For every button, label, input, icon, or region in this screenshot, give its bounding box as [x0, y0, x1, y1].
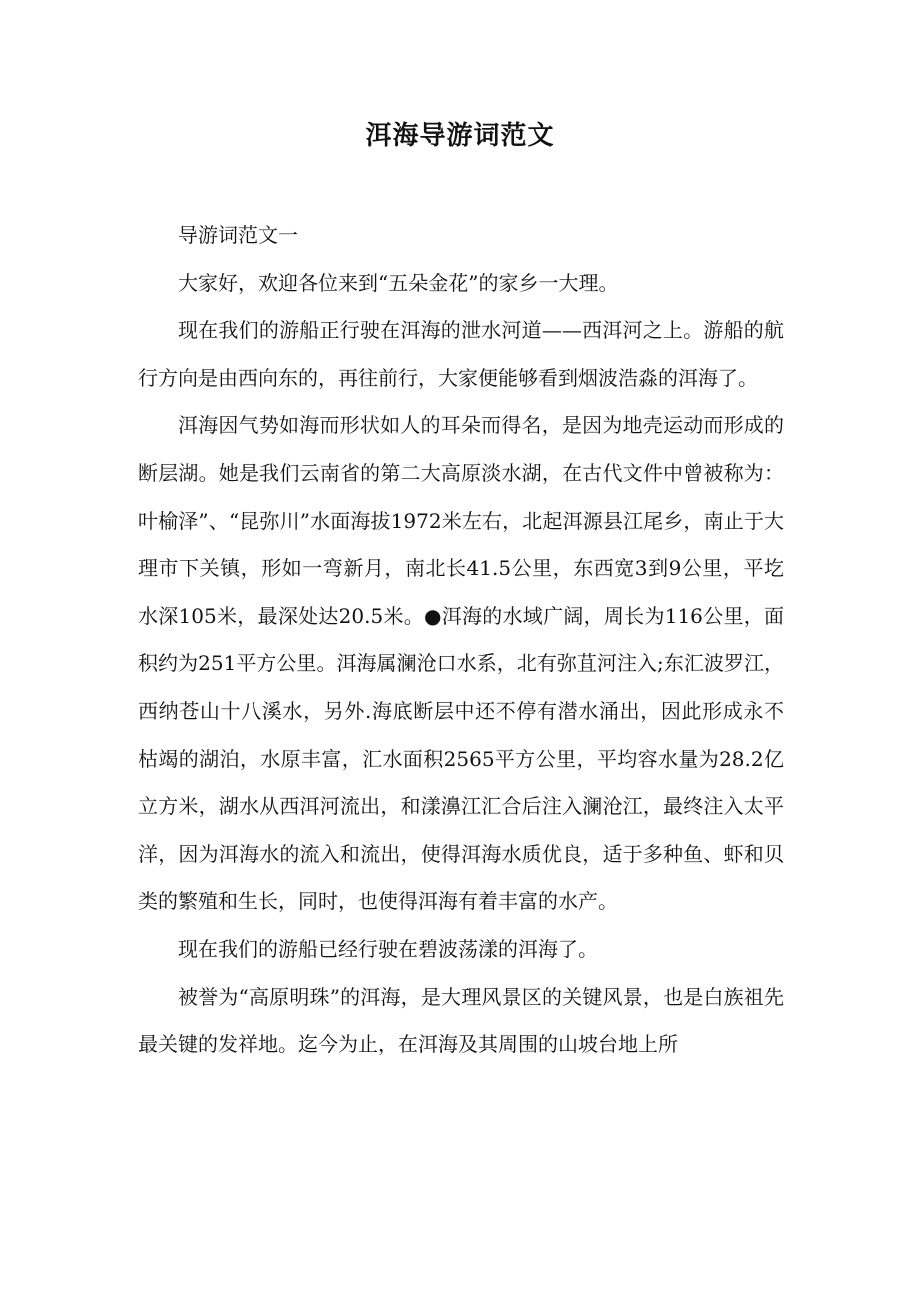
document-body: [138, 212, 784, 1069]
paragraph-on-lake: 现在我们的游船已经行驶在碧波荡漾的洱海了。: [178, 936, 598, 961]
paragraph-section-heading: 导游词范文一: [178, 223, 298, 247]
paragraph-boat-route: 现在我们的游船正行驶在洱海的泄水河道——西洱河之上。游船的航行方向是由西向东的，再往前行，大家便能够看到烟波浩淼的洱海了。: [138, 318, 784, 390]
paragraph-plateau-pearl: 被誉为“高原明珠”的洱海，是大理风景区的关键风景，也是白族祖先最关键的发祥地。迄今为止，在洱海及其周围的山坡台地上所: [138, 984, 784, 1057]
paragraph-greeting: 大家好，欢迎各位来到“五朵金花”的家乡一大理。: [178, 270, 619, 295]
document-title: 洱海导游词范文: [365, 121, 555, 151]
paragraph-lake-facts: 洱海因气势如海而形状如人的耳朵而得名，是因为地壳运动而形成的断层湖。她是我们云南省的第二大高原淡水湖，在古代文件中曾被称为：叶榆泽”、“昆弥川”水面海拔1972米左右，北起洱源县江尾乡，南止于大理市下关镇，形如一弯新月，南北长41.5公里，东西宽3到9公里，平圪水深105米，最深处达20.5米。●洱海的水域广阔，周长为116公里，面积约为251平方公里。洱海属澜沧口水系，北有弥苴河注入;东汇波罗江，西纳苍山十八溪水，另外.海底断层中还不停有潜水涌出，因此形成永不枯竭的湖泊，水原丰富，汇水面积2565平方公里，平均容水量为28.2亿立方米，湖水从西洱河流出，和漾濞江汇合后注入澜沧江，最终注入太平洋，因为洱海水的流入和流出，使得洱海水质优良，适于多种鱼、虾和贝类的繁殖和生长，同时，也使得洱海有着丰富的水产。: [138, 413, 784, 914]
